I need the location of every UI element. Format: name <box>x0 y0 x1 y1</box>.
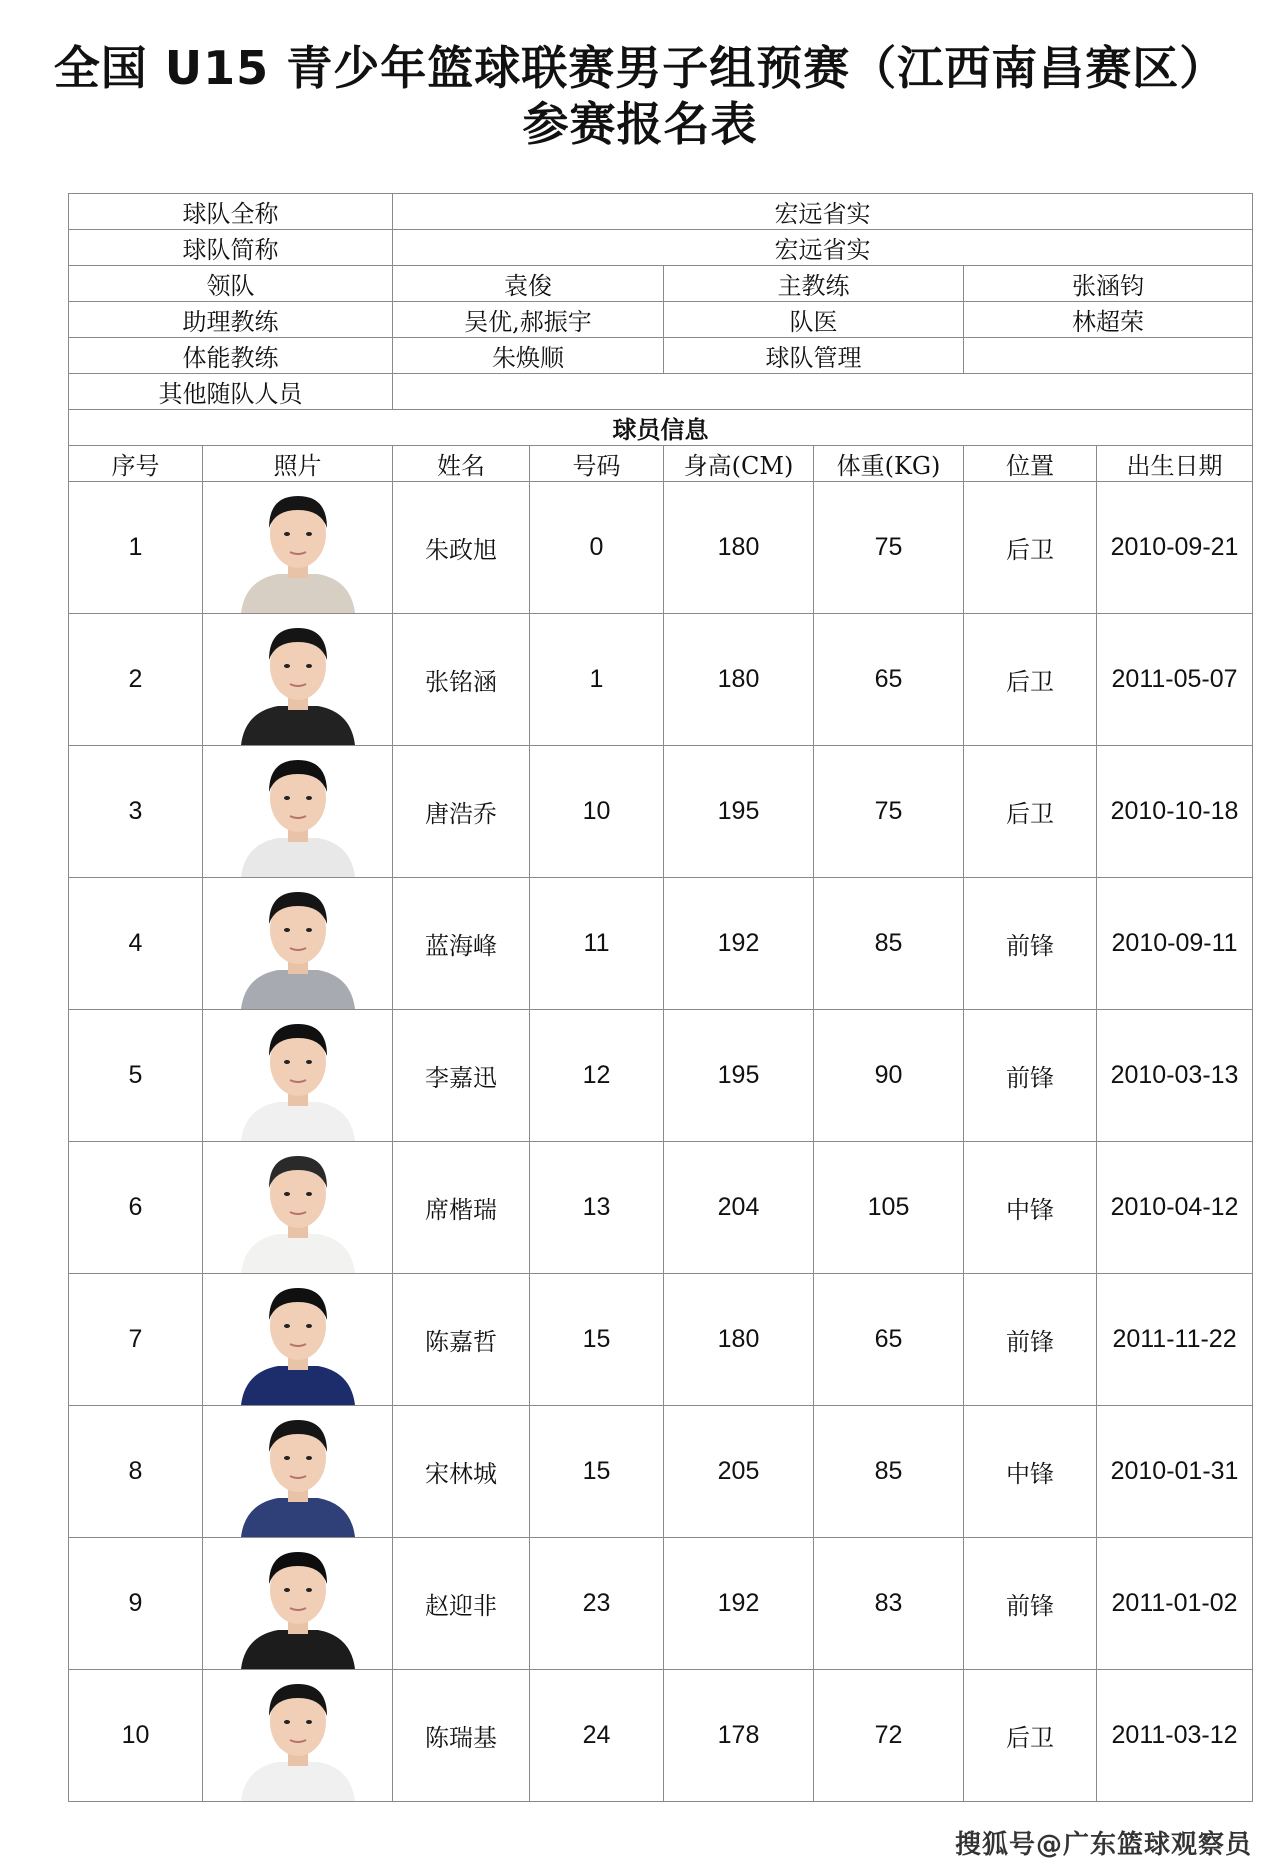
player-row <box>69 1142 1253 1274</box>
player-position: 后卫 <box>964 614 1097 746</box>
player-height: 178 <box>664 1670 814 1802</box>
player-weight: 85 <box>814 1406 964 1538</box>
head-coach-label: 主教练 <box>664 266 964 302</box>
other-staff-label: 其他随队人员 <box>69 374 393 410</box>
player-number: 15 <box>530 1274 664 1406</box>
player-height: 205 <box>664 1406 814 1538</box>
page-title <box>0 40 1280 152</box>
player-birth: 2010-01-31 <box>1097 1406 1253 1538</box>
team-manager-label: 球队管理 <box>664 338 964 374</box>
watermark: 搜狐号@广东篮球观察员 <box>954 1830 1252 1860</box>
player-photo-icon <box>233 482 363 613</box>
player-birth: 2011-11-22 <box>1097 1274 1253 1406</box>
player-weight: 75 <box>814 482 964 614</box>
player-photo-icon <box>233 1010 363 1141</box>
row-other-staff <box>69 374 1253 410</box>
player-number: 15 <box>530 1406 664 1538</box>
player-number: 23 <box>530 1538 664 1670</box>
short-name-label: 球队简称 <box>69 230 393 266</box>
player-name: 宋林城 <box>393 1406 530 1538</box>
player-photo-icon <box>233 746 363 877</box>
header-birth: 出生日期 <box>1097 446 1253 482</box>
row-assistant <box>69 302 1253 338</box>
header-name: 姓名 <box>393 446 530 482</box>
player-birth: 2010-04-12 <box>1097 1142 1253 1274</box>
player-number: 12 <box>530 1010 664 1142</box>
player-photo-icon <box>233 1538 363 1669</box>
player-number: 11 <box>530 878 664 1010</box>
player-row <box>69 746 1253 878</box>
player-photo-icon <box>233 1142 363 1273</box>
player-position: 前锋 <box>964 1010 1097 1142</box>
header-number: 号码 <box>530 446 664 482</box>
leader-label: 领队 <box>69 266 393 302</box>
player-row <box>69 1538 1253 1670</box>
player-birth: 2010-09-11 <box>1097 878 1253 1010</box>
player-weight: 65 <box>814 614 964 746</box>
player-weight: 105 <box>814 1142 964 1274</box>
player-height: 180 <box>664 1274 814 1406</box>
player-weight: 72 <box>814 1670 964 1802</box>
team-manager-value <box>964 338 1253 374</box>
player-weight: 83 <box>814 1538 964 1670</box>
player-photo-icon <box>233 614 363 745</box>
player-position: 后卫 <box>964 1670 1097 1802</box>
player-height: 180 <box>664 482 814 614</box>
player-photo-cell <box>203 878 393 1010</box>
player-weight: 90 <box>814 1010 964 1142</box>
player-weight: 75 <box>814 746 964 878</box>
player-height: 195 <box>664 746 814 878</box>
player-row <box>69 614 1253 746</box>
player-row <box>69 1406 1253 1538</box>
other-staff-value <box>393 374 1253 410</box>
header-height: 身高(CM) <box>664 446 814 482</box>
player-birth: 2010-03-13 <box>1097 1010 1253 1142</box>
player-name: 唐浩乔 <box>393 746 530 878</box>
leader-value: 袁俊 <box>393 266 664 302</box>
player-birth: 2011-01-02 <box>1097 1538 1253 1670</box>
fitness-coach-value: 朱焕顺 <box>393 338 664 374</box>
header-position: 位置 <box>964 446 1097 482</box>
player-photo-cell <box>203 1538 393 1670</box>
player-photo-cell <box>203 746 393 878</box>
player-rows <box>69 482 1253 1802</box>
player-name: 陈瑞基 <box>393 1670 530 1802</box>
player-seq: 6 <box>69 1142 203 1274</box>
player-height: 204 <box>664 1142 814 1274</box>
player-seq: 5 <box>69 1010 203 1142</box>
player-photo-icon <box>233 1274 363 1405</box>
player-birth: 2010-10-18 <box>1097 746 1253 878</box>
full-name-label: 球队全称 <box>69 194 393 230</box>
player-photo-cell <box>203 1274 393 1406</box>
player-photo-cell <box>203 1010 393 1142</box>
player-position: 前锋 <box>964 1274 1097 1406</box>
player-number: 0 <box>530 482 664 614</box>
player-weight: 85 <box>814 878 964 1010</box>
player-row <box>69 1670 1253 1802</box>
player-name: 李嘉迅 <box>393 1010 530 1142</box>
player-row <box>69 1274 1253 1406</box>
player-weight: 65 <box>814 1274 964 1406</box>
player-birth: 2011-03-12 <box>1097 1670 1253 1802</box>
player-position: 中锋 <box>964 1142 1097 1274</box>
player-photo-icon <box>233 1670 363 1801</box>
player-seq: 9 <box>69 1538 203 1670</box>
player-seq: 8 <box>69 1406 203 1538</box>
row-short-name <box>69 230 1253 266</box>
header-no: 序号 <box>69 446 203 482</box>
player-row <box>69 482 1253 614</box>
player-height: 192 <box>664 878 814 1010</box>
player-name: 陈嘉哲 <box>393 1274 530 1406</box>
player-photo-icon <box>233 1406 363 1537</box>
player-position: 前锋 <box>964 878 1097 1010</box>
registration-form <box>68 193 1253 1802</box>
player-name: 张铭涵 <box>393 614 530 746</box>
header-weight: 体重(KG) <box>814 446 964 482</box>
short-name-value: 宏远省实 <box>393 230 1253 266</box>
players-header-row <box>69 446 1253 482</box>
doctor-value: 林超荣 <box>964 302 1253 338</box>
player-seq: 10 <box>69 1670 203 1802</box>
player-number: 13 <box>530 1142 664 1274</box>
player-height: 180 <box>664 614 814 746</box>
player-position: 前锋 <box>964 1538 1097 1670</box>
player-photo-cell <box>203 1406 393 1538</box>
player-number: 1 <box>530 614 664 746</box>
player-position: 后卫 <box>964 482 1097 614</box>
player-birth: 2010-09-21 <box>1097 482 1253 614</box>
title-line-1: 全国 U15 青少年篮球联赛男子组预赛（江西南昌赛区） <box>53 41 1227 95</box>
player-photo-cell <box>203 1670 393 1802</box>
head-coach-value: 张涵钧 <box>964 266 1253 302</box>
row-full-name <box>69 194 1253 230</box>
doctor-label: 队医 <box>664 302 964 338</box>
assistant-coach-label: 助理教练 <box>69 302 393 338</box>
players-section-row <box>69 410 1253 446</box>
player-name: 赵迎非 <box>393 1538 530 1670</box>
fitness-coach-label: 体能教练 <box>69 338 393 374</box>
player-row <box>69 1010 1253 1142</box>
player-number: 10 <box>530 746 664 878</box>
player-photo-cell <box>203 614 393 746</box>
player-seq: 3 <box>69 746 203 878</box>
row-leader <box>69 266 1253 302</box>
player-number: 24 <box>530 1670 664 1802</box>
player-name: 席楷瑞 <box>393 1142 530 1274</box>
player-photo-cell <box>203 1142 393 1274</box>
player-height: 192 <box>664 1538 814 1670</box>
player-photo-icon <box>233 878 363 1009</box>
assistant-coach-value: 吴优,郝振宇 <box>393 302 664 338</box>
player-position: 后卫 <box>964 746 1097 878</box>
player-photo-cell <box>203 482 393 614</box>
full-name-value: 宏远省实 <box>393 194 1253 230</box>
player-row <box>69 878 1253 1010</box>
players-section-title: 球员信息 <box>69 410 1253 446</box>
player-name: 蓝海峰 <box>393 878 530 1010</box>
player-seq: 2 <box>69 614 203 746</box>
player-position: 中锋 <box>964 1406 1097 1538</box>
header-photo: 照片 <box>203 446 393 482</box>
player-birth: 2011-05-07 <box>1097 614 1253 746</box>
player-seq: 1 <box>69 482 203 614</box>
row-fitness <box>69 338 1253 374</box>
player-seq: 4 <box>69 878 203 1010</box>
title-line-2: 参赛报名表 <box>522 97 758 151</box>
player-name: 朱政旭 <box>393 482 530 614</box>
player-height: 195 <box>664 1010 814 1142</box>
player-seq: 7 <box>69 1274 203 1406</box>
